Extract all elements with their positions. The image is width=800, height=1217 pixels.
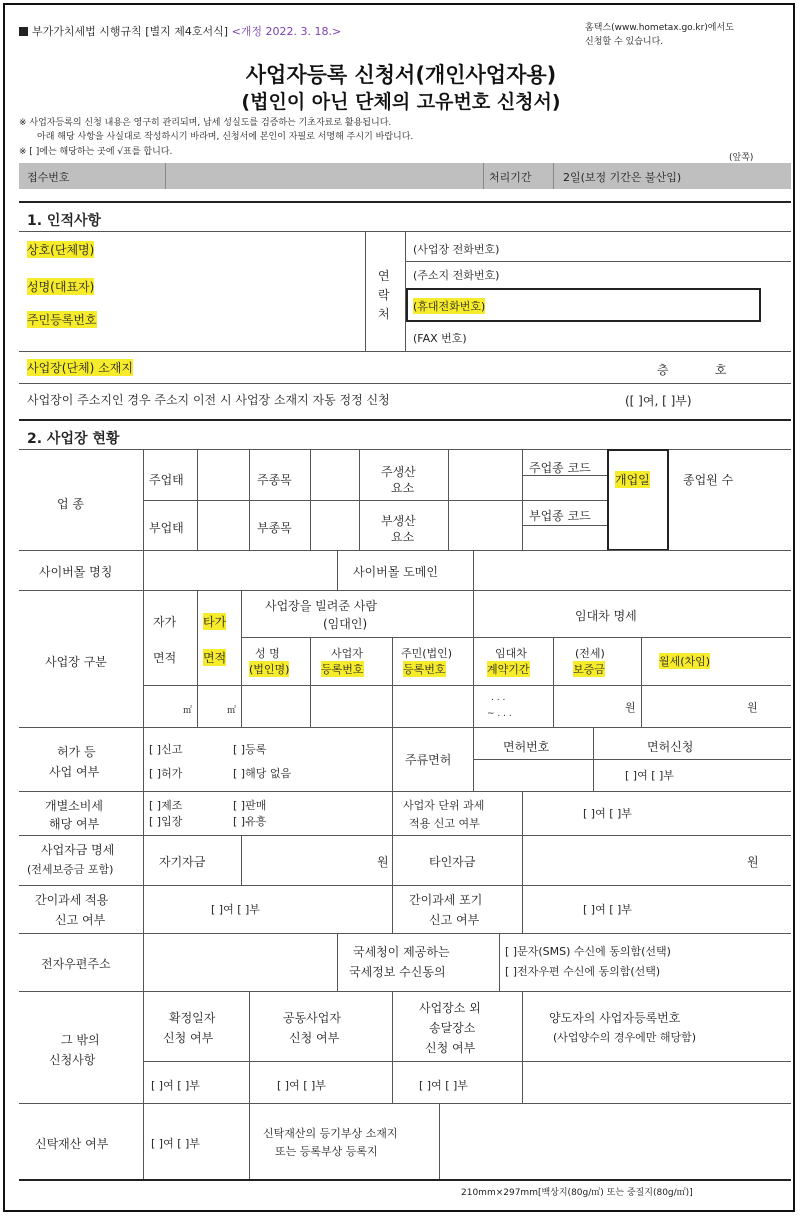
revision-date: <개정 2022. 3. 18.>: [231, 25, 342, 38]
excise-sale-checkbox[interactable]: [ ]판매: [233, 799, 267, 812]
own-premises-label: 자가: [153, 615, 177, 629]
delivery-label-1: 사업장소 외: [419, 1001, 481, 1015]
fund-label-2: (전세보증금 포함): [27, 863, 114, 876]
unit-tax-label-2: 적용 신고 여부: [409, 817, 480, 830]
delivery-label-2: 송달장소: [429, 1021, 476, 1035]
location-label: 사업장(단체) 소재지: [27, 361, 133, 375]
industry-label: 업 종: [57, 497, 84, 511]
sub-code-label: 부업종 코드: [529, 509, 591, 523]
simple-tax-checkbox[interactable]: [ ]여 [ ]부: [211, 903, 260, 916]
excise-manufacture-checkbox[interactable]: [ ]제조: [149, 799, 183, 812]
processing-period-value: 2일(보정 기간은 불산입): [563, 171, 682, 184]
auto-correct-checkbox[interactable]: ([ ]여, [ ]부): [625, 394, 692, 408]
simple-tax-label-1: 간이과세 적용: [35, 893, 109, 907]
open-date-box[interactable]: [607, 449, 669, 551]
lessor-bizno-label-1: 사업자: [331, 647, 363, 660]
simple-tax-quit-checkbox[interactable]: [ ]여 [ ]부: [583, 903, 632, 916]
deposit-won: 원: [625, 701, 636, 714]
simple-tax-quit-label-2: 신고 여부: [429, 913, 480, 927]
delivery-checkbox[interactable]: [ ]여 [ ]부: [419, 1079, 468, 1092]
lessor-resno-label-1: 주민(법인): [401, 647, 453, 660]
main-product-label-1: 주생산: [381, 465, 416, 479]
form-subtitle: (법인이 아닌 단체의 고유번호 신청서): [241, 91, 561, 113]
lessor-header-2: (임대인): [323, 617, 368, 631]
unit-tax-checkbox[interactable]: [ ]여 [ ]부: [583, 807, 632, 820]
own-area-label: 면적: [153, 651, 177, 665]
contact-label-2: 락: [378, 288, 390, 302]
joint-business-checkbox[interactable]: [ ]여 [ ]부: [277, 1079, 326, 1092]
leased-premises-label: 타가: [203, 615, 227, 629]
excise-entry-checkbox[interactable]: [ ]입장: [149, 815, 183, 828]
processing-period-label: 처리기간: [489, 171, 532, 184]
deposit-label-2: 보증금: [573, 663, 605, 676]
form-rule-label: 부가가치세법 시행규칙 [별지 제4호서식] <개정 2022. 3. 18.>: [19, 23, 341, 39]
fund-label-1: 사업자금 명세: [41, 843, 115, 857]
employees-label: 종업원 수: [683, 473, 734, 487]
lessor-header-1: 사업장을 빌려준 사람: [265, 599, 377, 613]
permit-label-2: 사업 여부: [49, 765, 100, 779]
cyber-mall-domain-label: 사이버몰 도메인: [353, 565, 438, 579]
lease-period-label-1: 임대차: [495, 647, 527, 660]
other-fund-won: 원: [747, 855, 759, 869]
main-type-label: 주업태: [149, 473, 184, 487]
excise-label-2: 해당 여부: [49, 817, 100, 831]
monthly-won: 원: [747, 701, 758, 714]
contact-label-1: 연: [378, 269, 390, 283]
simple-tax-quit-label-1: 간이과세 포기: [409, 893, 483, 907]
main-item-label: 주종목: [257, 473, 292, 487]
representative-name-label: 성명(대표자): [27, 280, 95, 294]
email-label: 전자우편주소: [41, 957, 111, 971]
lease-detail-header: 임대차 명세: [575, 609, 637, 623]
excise-entertainment-checkbox[interactable]: [ ]유흥: [233, 815, 267, 828]
note-line-3: ※ [ ]에는 해당하는 곳에 √표를 합니다.: [19, 147, 173, 157]
transferor-label-1: 양도자의 사업자등록번호: [549, 1011, 681, 1025]
delivery-label-3: 신청 여부: [425, 1041, 476, 1055]
trust-property-label: 신탁재산 여부: [35, 1137, 109, 1151]
mobile-phone-label: (휴대전화번호): [413, 300, 486, 313]
transferor-label-2: (사업양수의 경우에만 해당함): [553, 1031, 697, 1044]
office-phone-label: (사업장 전화번호): [413, 243, 500, 256]
permit-register-checkbox[interactable]: [ ]등록: [233, 743, 267, 756]
lessor-resno-label-2: 등록번호: [403, 663, 446, 676]
lease-start-date[interactable]: . . .: [491, 693, 506, 703]
permit-label-1: 허가 등: [57, 745, 96, 759]
liquor-license-label: 주류면허: [405, 753, 452, 767]
hometax-note-1: 홈택스(www.hometax.go.kr)에서도: [585, 23, 734, 33]
leased-area-unit: ㎡: [227, 706, 237, 716]
fixed-date-label-1: 확정일자: [169, 1011, 216, 1025]
home-phone-label: (주소지 전화번호): [413, 269, 500, 282]
permit-permit-checkbox[interactable]: [ ]허가: [149, 767, 183, 780]
simple-tax-label-2: 신고 여부: [55, 913, 106, 927]
sub-product-label-2: 요소: [391, 530, 415, 544]
lessor-bizno-label-2: 등록번호: [321, 663, 364, 676]
paper-spec: 210mm×297mm[백상지(80g/㎡) 또는 중질지(80g/㎡)]: [461, 1188, 693, 1198]
auto-correct-label: 사업장이 주소지인 경우 주소지 이전 시 사업장 소재지 자동 정정 신청: [27, 393, 390, 407]
email-consent-checkbox[interactable]: [ ]전자우편 수신에 동의함(선택): [505, 965, 661, 978]
page-side-label: (앞쪽): [729, 153, 754, 163]
lessor-name-label-1: 성 명: [255, 647, 280, 660]
receipt-number-label: 접수번호: [27, 171, 70, 184]
permit-report-checkbox[interactable]: [ ]신고: [149, 743, 183, 756]
note-line-2: 아래 해당 사항을 사실대로 작성하시기 바라며, 신청서에 본인이 자필로 서명해 주시기 바랍니다.: [37, 132, 414, 142]
own-fund-won: 원: [377, 855, 389, 869]
note-line-1: ※ 사업자등록의 신청 내용은 영구히 관리되며, 납세 성실도를 검증하는 기초자료로 활용됩니다.: [19, 118, 392, 128]
license-apply-checkbox[interactable]: [ ]여 [ ]부: [625, 769, 674, 782]
lease-end-date[interactable]: ~ . . .: [487, 709, 512, 719]
joint-business-label-1: 공동사업자: [283, 1011, 341, 1025]
deposit-label-1: (전세): [575, 647, 605, 660]
lessor-name-label-2: (법인명): [249, 663, 290, 676]
contact-label-3: 처: [378, 307, 390, 321]
bullet-square-icon: [19, 27, 28, 36]
sub-product-label-1: 부생산: [381, 514, 416, 528]
section-1-title: 1. 인적사항: [27, 213, 102, 229]
unit-label: 호: [715, 363, 727, 377]
joint-business-label-2: 신청 여부: [289, 1031, 340, 1045]
form-page: [3, 3, 795, 1212]
trust-location-label-1: 신탁재산의 등기부상 소재지: [263, 1127, 398, 1140]
hometax-note-2: 신청할 수 있습니다.: [585, 37, 664, 47]
other-fund-label: 타인자금: [429, 855, 476, 869]
own-fund-label: 자기자금: [159, 855, 206, 869]
license-apply-label: 면허신청: [647, 740, 694, 754]
form-title: 사업자등록 신청서(개인사업자용): [245, 63, 557, 87]
nts-consent-label-1: 국세청이 제공하는: [353, 945, 450, 959]
main-product-label-2: 요소: [391, 481, 415, 495]
fixed-date-label-2: 신청 여부: [163, 1031, 214, 1045]
nts-consent-label-2: 국세정보 수신동의: [349, 965, 446, 979]
permit-none-checkbox[interactable]: [ ]해당 없음: [233, 767, 292, 780]
main-code-label: 주업종 코드: [529, 461, 591, 475]
other-requests-label-1: 그 밖의: [61, 1033, 100, 1047]
trust-property-checkbox[interactable]: [ ]여 [ ]부: [151, 1137, 200, 1150]
premises-label: 사업장 구분: [45, 655, 107, 669]
trade-name-label: 상호(단체명): [27, 243, 95, 257]
license-number-label: 면허번호: [503, 740, 550, 754]
unit-tax-label-1: 사업자 단위 과세: [403, 799, 485, 812]
other-requests-label-2: 신청사항: [49, 1053, 96, 1067]
sub-item-label: 부종목: [257, 521, 292, 535]
trust-location-label-2: 또는 등록부상 등록지: [275, 1145, 378, 1158]
cyber-mall-name-label: 사이버몰 명칭: [39, 565, 113, 579]
open-date-label: 개업일: [615, 473, 650, 487]
fax-label: (FAX 번호): [413, 332, 467, 345]
floor-label: 층: [657, 363, 669, 377]
excise-label-1: 개별소비세: [45, 799, 103, 813]
leased-area-label: 면적: [203, 651, 227, 665]
fixed-date-checkbox[interactable]: [ ]여 [ ]부: [151, 1079, 200, 1092]
resident-number-label: 주민등록번호: [27, 313, 97, 327]
monthly-rent-label: 월세(차임): [659, 655, 711, 668]
lease-period-label-2: 계약기간: [487, 663, 530, 676]
own-area-unit: ㎡: [183, 706, 193, 716]
sms-consent-checkbox[interactable]: [ ]문자(SMS) 수신에 동의함(선택): [505, 945, 671, 958]
section-2-title: 2. 사업장 현황: [27, 431, 120, 447]
sub-type-label: 부업태: [149, 521, 184, 535]
